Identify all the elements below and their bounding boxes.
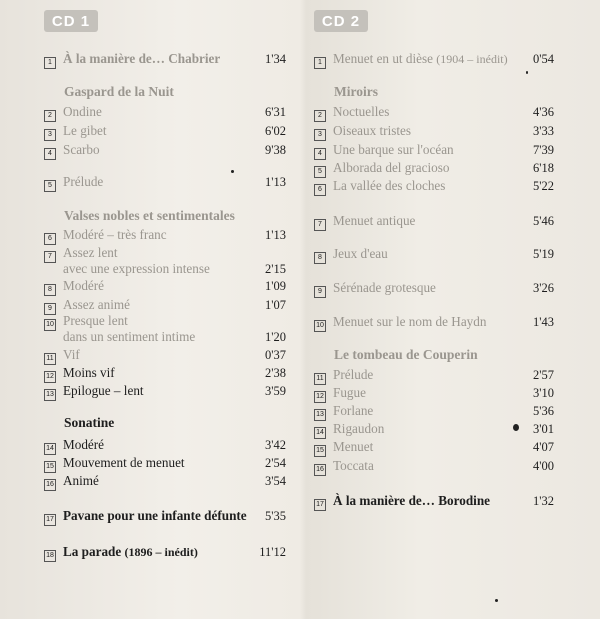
track-duration: 2'38 <box>264 366 286 380</box>
track-duration: 2'15 <box>264 262 286 276</box>
track-title-text: La vallée des cloches <box>333 178 446 193</box>
track-number-box: 3 <box>44 129 56 141</box>
track-title-text: Vif <box>63 347 80 362</box>
track-title-text: Animé <box>63 473 99 488</box>
track-title <box>333 279 527 296</box>
track-row <box>314 313 554 331</box>
section-heading: Sonatine <box>64 415 115 430</box>
track-title-text: Menuet antique <box>333 213 416 228</box>
track-number-box: 8 <box>314 252 326 264</box>
track-title <box>63 454 259 471</box>
track-row <box>44 364 286 382</box>
track-duration: 5'22 <box>532 179 554 193</box>
track-row <box>314 245 554 263</box>
track-number-box: 6 <box>314 184 326 196</box>
track-row <box>44 454 286 472</box>
track-title-text: Moins vif <box>63 365 115 380</box>
track-title <box>63 472 259 489</box>
track-title <box>63 364 259 381</box>
track-row <box>44 277 286 295</box>
track-duration: 1'34 <box>264 52 286 66</box>
track-row <box>44 436 286 454</box>
track-row <box>314 141 554 159</box>
track-duration: 1'07 <box>264 298 286 312</box>
track-title-text: À la manière de… Chabrier <box>63 51 221 66</box>
track-number-box: 13 <box>314 409 326 421</box>
track-row <box>44 122 286 140</box>
ink-spot <box>513 424 519 431</box>
track-duration: 9'38 <box>264 143 286 157</box>
track-number-box: 1 <box>314 57 326 69</box>
track-title <box>63 296 259 313</box>
track-duration: 5'46 <box>532 214 554 228</box>
track-title-text: Prélude <box>333 367 374 382</box>
track-title <box>63 328 259 345</box>
track-title-text: Le gibet <box>63 123 107 138</box>
track-number-box: 15 <box>314 445 326 457</box>
track-number-box: 14 <box>44 443 56 455</box>
track-number-box: 4 <box>314 148 326 160</box>
track-title-text: Toccata <box>333 458 374 473</box>
track-duration: 7'39 <box>532 143 554 157</box>
track-duration: 3'26 <box>532 281 554 295</box>
track-row <box>314 492 554 510</box>
section-heading: Gaspard de la Nuit <box>64 84 174 99</box>
track-number-box: 5 <box>314 166 326 178</box>
track-title <box>63 141 259 158</box>
track-note: (1896 – inédit) <box>124 545 198 559</box>
track-title-text: Epilogue – lent <box>63 383 144 398</box>
track-title <box>63 173 259 190</box>
section-heading: Miroirs <box>334 84 378 99</box>
track-number-box: 9 <box>314 286 326 298</box>
track-row <box>44 50 286 68</box>
track-row <box>44 141 286 159</box>
track-title <box>333 420 527 437</box>
track-row <box>314 159 554 177</box>
track-duration: 11'12 <box>259 545 286 559</box>
track-row <box>314 212 554 230</box>
track-title-text: Menuet en ut dièse <box>333 51 433 66</box>
track-title <box>333 438 527 455</box>
track-row <box>44 472 286 490</box>
track-number-box: 18 <box>44 550 56 562</box>
track-title-text: Scarbo <box>63 142 100 157</box>
track-title-text: Assez lent <box>63 245 118 260</box>
track-title <box>333 159 527 176</box>
track-number-box: 9 <box>44 303 56 315</box>
track-title-text: Assez animé <box>63 297 131 312</box>
track-title-text: La parade <box>63 544 122 559</box>
track-duration: 3'42 <box>264 438 286 452</box>
track-duration: 5'19 <box>532 247 554 261</box>
track-title-text: avec une expression intense <box>63 261 210 276</box>
track-title-text: Alborada del gracioso <box>333 160 450 175</box>
track-duration: 1'13 <box>264 175 286 189</box>
track-row <box>44 226 286 244</box>
track-number-box: 8 <box>44 284 56 296</box>
track-row <box>44 543 286 561</box>
track-title <box>63 226 259 243</box>
track-number-box: 14 <box>314 427 326 439</box>
track-title <box>63 543 253 561</box>
track-number-box: 3 <box>314 129 326 141</box>
track-duration: 1'09 <box>264 279 286 293</box>
track-title <box>63 244 280 261</box>
track-row <box>314 50 554 68</box>
track-title-text: Jeux d'eau <box>333 246 388 261</box>
track-number-box: 12 <box>314 391 326 403</box>
section-heading: Le tombeau de Couperin <box>334 347 478 362</box>
track-number-box: 10 <box>44 319 56 331</box>
track-title-text: Une barque sur l'océan <box>333 142 454 157</box>
track-duration: 6'02 <box>264 124 286 138</box>
track-row <box>314 457 554 475</box>
track-title <box>63 312 280 329</box>
track-row <box>314 366 554 384</box>
track-title <box>333 492 527 509</box>
track-duration: 2'57 <box>532 368 554 382</box>
track-title <box>333 313 527 330</box>
track-title-text: À la manière de… Borodine <box>333 493 491 508</box>
track-title-text: Noctuelles <box>333 104 390 119</box>
track-duration: 6'18 <box>532 161 554 175</box>
track-title-text: Forlane <box>333 403 374 418</box>
track-title-text: Ondine <box>63 104 102 119</box>
track-number-box: 15 <box>44 461 56 473</box>
track-duration: 4'07 <box>532 440 554 454</box>
track-title <box>63 507 259 524</box>
track-duration: 3'54 <box>264 474 286 488</box>
track-title <box>63 382 259 399</box>
track-duration: 1'13 <box>264 228 286 242</box>
track-title <box>333 245 527 262</box>
track-title-text: Modéré – très franc <box>63 227 167 242</box>
track-number-box: 4 <box>44 148 56 160</box>
track-number-box: 12 <box>44 371 56 383</box>
track-duration: 3'33 <box>532 124 554 138</box>
track-duration: 1'20 <box>264 330 286 344</box>
track-row <box>314 384 554 402</box>
track-number-box: 5 <box>44 180 56 192</box>
track-duration: 0'37 <box>264 348 286 362</box>
track-row <box>44 260 286 278</box>
track-duration: 1'43 <box>532 315 554 329</box>
track-duration: 3'01 <box>532 422 554 436</box>
track-number-box <box>44 262 56 274</box>
track-number-box: 1 <box>44 57 56 69</box>
track-title <box>333 457 527 474</box>
track-title <box>63 277 259 294</box>
track-title-text: Fugue <box>333 385 366 400</box>
track-row <box>314 177 554 195</box>
track-title-text: Sérénade grotesque <box>333 280 436 295</box>
track-title <box>63 260 259 277</box>
track-row <box>314 122 554 140</box>
track-duration: 5'36 <box>532 404 554 418</box>
track-title-text: Modéré <box>63 437 105 452</box>
ink-speck <box>526 71 528 74</box>
track-title <box>333 402 527 419</box>
section-heading: Valses nobles et sentimentales <box>64 208 235 223</box>
track-number-box: 11 <box>44 353 56 365</box>
track-duration: 1'32 <box>532 494 554 508</box>
track-title-text: Pavane pour une infante défunte <box>63 508 247 523</box>
track-title <box>333 141 527 158</box>
track-title-text: Oiseaux tristes <box>333 123 412 138</box>
track-title <box>333 50 527 68</box>
track-number-box: 17 <box>314 499 326 511</box>
track-title <box>333 366 527 383</box>
track-number-box: 2 <box>314 110 326 122</box>
track-title <box>63 346 259 363</box>
track-number-box: 11 <box>314 373 326 385</box>
track-row <box>44 382 286 400</box>
track-duration: 3'59 <box>264 384 286 398</box>
track-row <box>44 173 286 191</box>
track-title <box>333 122 527 139</box>
track-title <box>63 50 259 67</box>
track-title-text: Mouvement de menuet <box>63 455 185 470</box>
track-number-box: 16 <box>314 464 326 476</box>
track-title-text: dans un sentiment intime <box>63 329 196 344</box>
track-title <box>333 384 527 401</box>
track-title-text: Presque lent <box>63 313 128 328</box>
track-row <box>314 438 554 456</box>
track-title <box>63 122 259 139</box>
cd2-badge: CD 2 <box>314 10 368 32</box>
cd1-badge: CD 1 <box>44 10 98 32</box>
track-title <box>333 212 527 229</box>
track-row <box>44 328 286 346</box>
track-title <box>63 103 259 120</box>
track-number-box: 13 <box>44 389 56 401</box>
track-number-box: 16 <box>44 479 56 491</box>
track-note: (1904 – inédit) <box>436 52 508 66</box>
track-number-box: 7 <box>314 219 326 231</box>
track-duration: 6'31 <box>264 105 286 119</box>
track-number-box: 7 <box>44 251 56 263</box>
track-title-text: Menuet sur le nom de Haydn <box>333 314 487 329</box>
track-title-text: Rigaudon <box>333 421 385 436</box>
track-duration: 2'54 <box>264 456 286 470</box>
track-title <box>333 177 527 194</box>
track-row <box>44 507 286 525</box>
track-row <box>314 103 554 121</box>
track-duration: 4'00 <box>532 459 554 473</box>
track-row <box>314 402 554 420</box>
track-duration: 4'36 <box>532 105 554 119</box>
track-title <box>333 103 527 120</box>
track-row <box>44 103 286 121</box>
track-title-text: Menuet <box>333 439 374 454</box>
track-duration: 0'54 <box>532 52 554 66</box>
track-title-text: Modéré <box>63 278 105 293</box>
track-row <box>44 346 286 364</box>
track-title <box>63 436 259 453</box>
track-number-box <box>44 330 56 342</box>
track-title-text: Prélude <box>63 174 104 189</box>
track-number-box: 6 <box>44 233 56 245</box>
ink-speck <box>495 599 498 602</box>
track-number-box: 10 <box>314 320 326 332</box>
track-duration: 3'10 <box>532 386 554 400</box>
track-number-box: 17 <box>44 514 56 526</box>
track-duration: 5'35 <box>264 509 286 523</box>
track-row <box>314 279 554 297</box>
track-number-box: 2 <box>44 110 56 122</box>
ink-speck <box>231 170 234 173</box>
